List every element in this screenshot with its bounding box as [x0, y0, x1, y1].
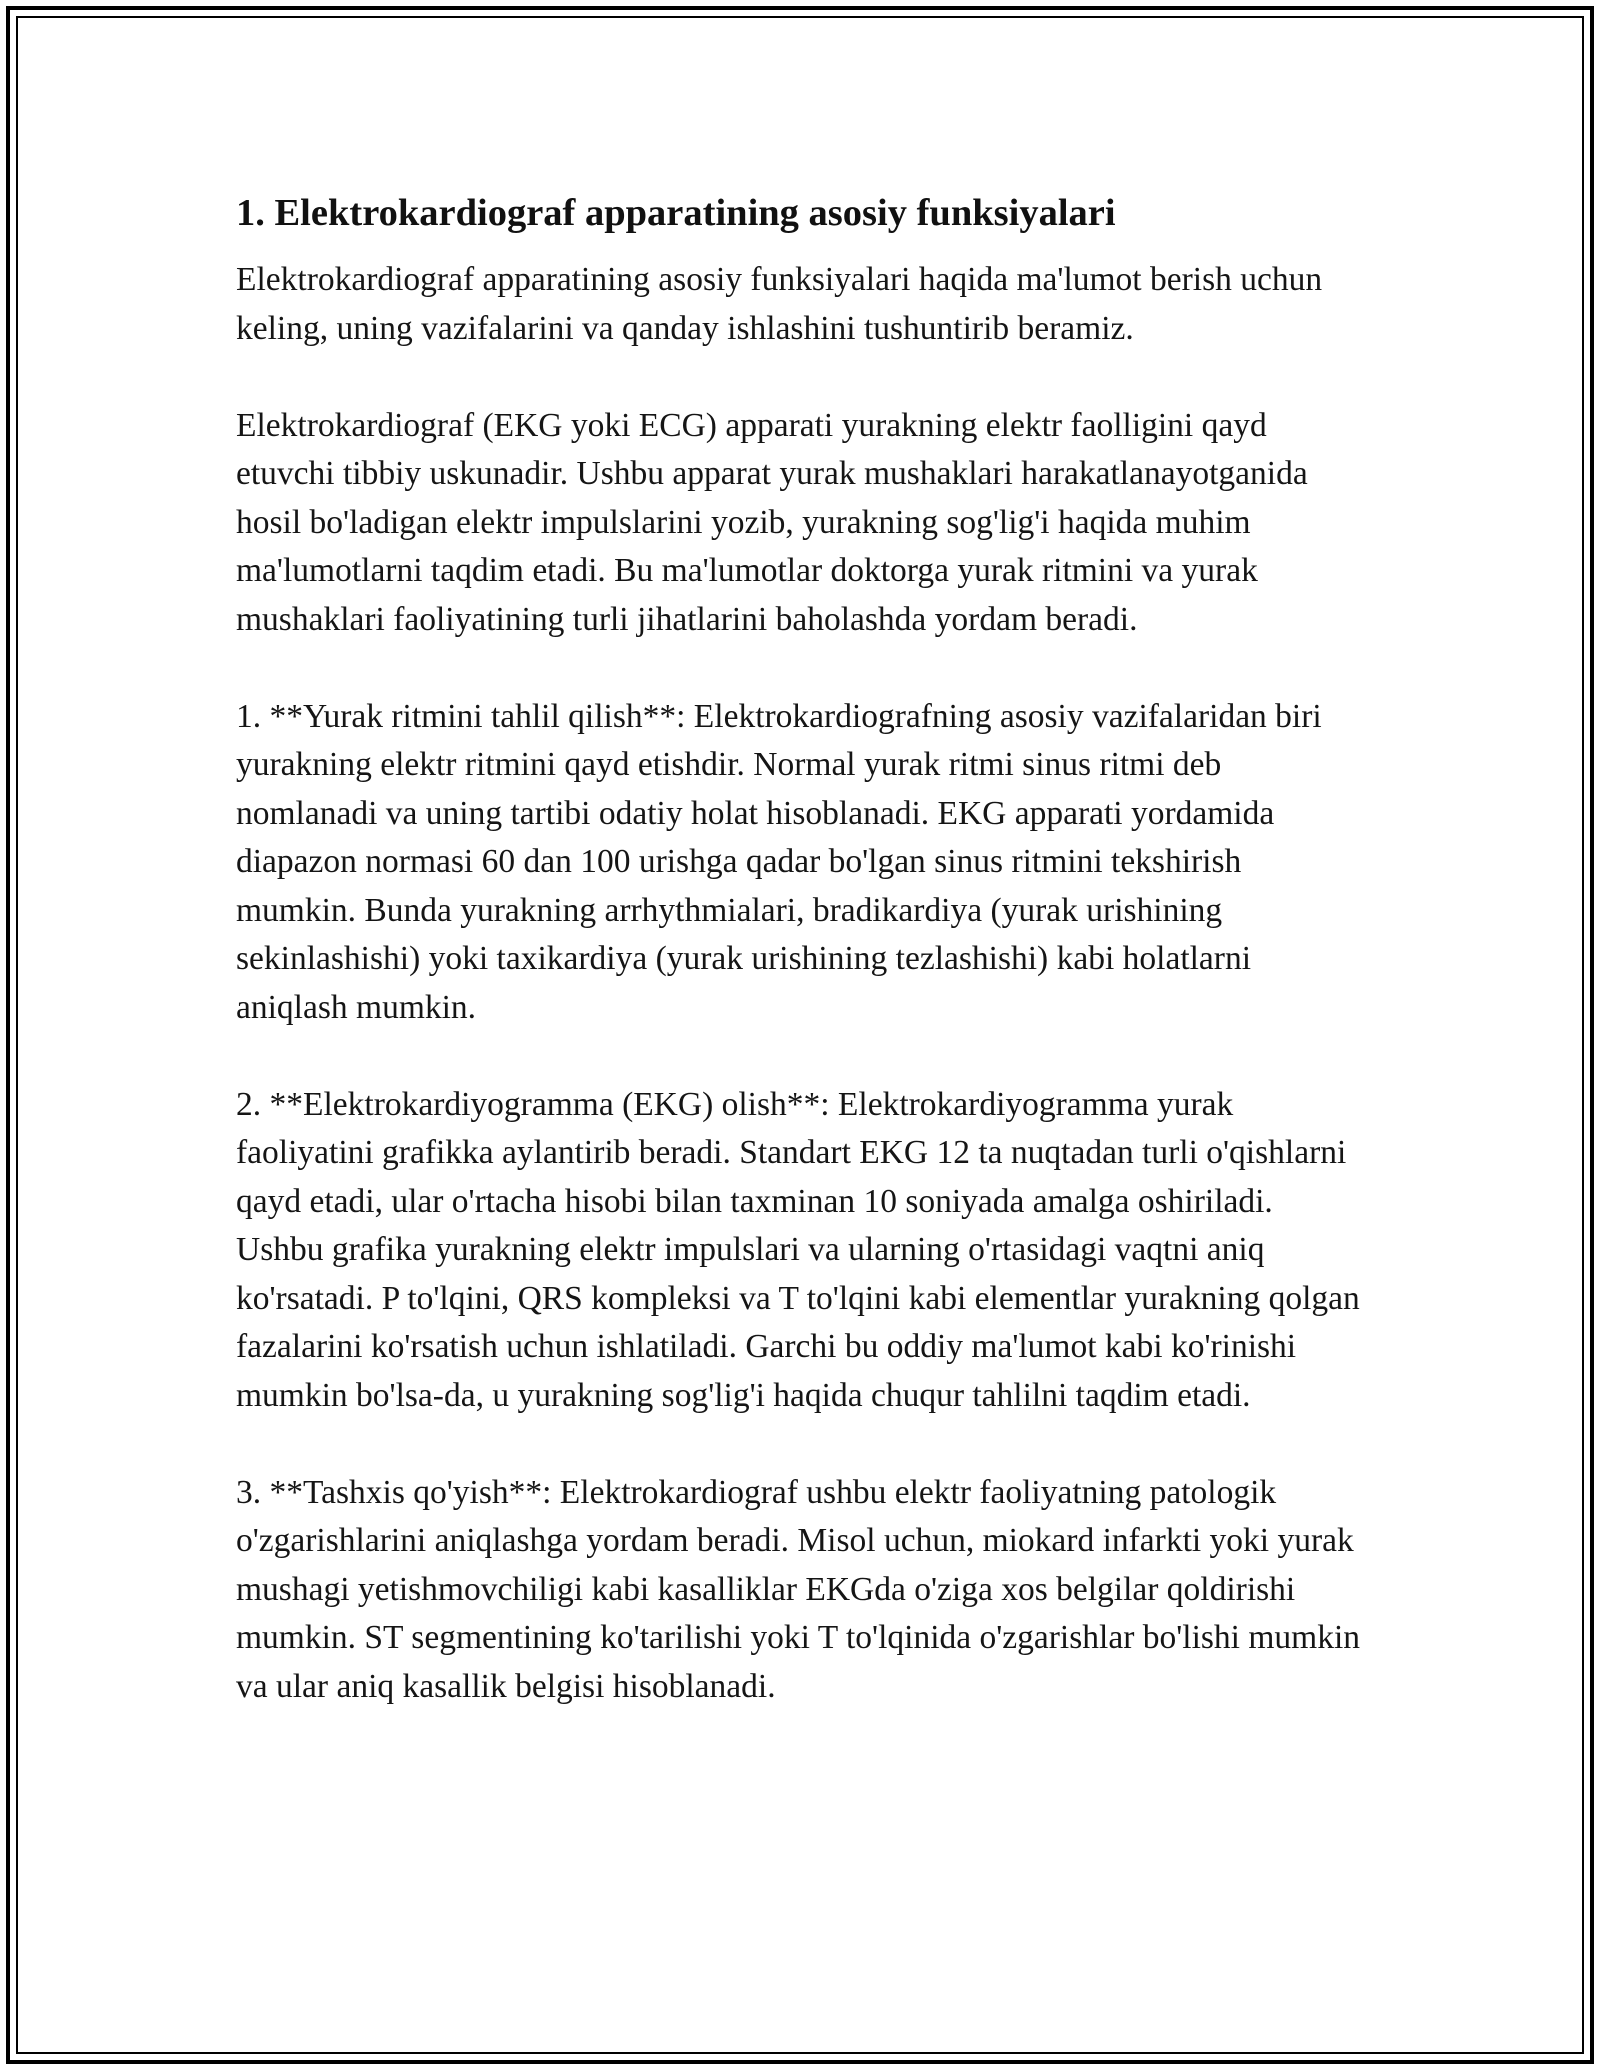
- document-title: 1. Elektrokardiograf apparatining asosiy funksiyalari: [236, 192, 1116, 234]
- paragraph-overview: Elektrokardiograf (EKG yoki ECG) apparati yurakning elektr faolligini qayd etuvchi tibbiy uskunadir. Ushbu apparat yurak mushaklari harakatlanayotganida hosil bo'ladigan elektr impulslarini yozib, yurakning sog'lig'i haqida muhim ma'lumotlarni taqdim etadi. Bu ma'lumotlar doktorga yurak ritmini va yurak mushaklari faoliyatining turli jihatlarini baholashda yordam beradi.: [236, 406, 1308, 638]
- paragraph-intro: Elektrokardiograf apparatining asosiy funksiyalari haqida ma'lumot berish uchun keling, uning vazifalarini va qanday ishlashini tushuntirib beramiz.: [236, 261, 1323, 347]
- paragraph-ecg-recording: 2. **Elektrokardiyogramma (EKG) olish**: Elektrokardiyogramma yurak faoliyatini grafikka aylantirib beradi. Standart EKG 12 ta nuqtadan turli o'qishlarni qayd etadi, ular o'rtacha hisobi bilan taxminan 10 soniyada amalga oshiriladi. Ushbu grafika yurakning elektr impulslari va ularning o'rtasidagi vaqtni aniq ko'rsatadi. P to'lqini, QRS kompleksi va T to'lqini kabi elementlar yurakning qolgan fazalarini ko'rsatish uchun ishlatiladi. Garchi bu oddiy ma'lumot kabi ko'rinishi mumkin bo'lsa-da, u yurakning sog'lig'i haqida chuqur tahlilni taqdim etadi.: [236, 1085, 1360, 1414]
- paragraph-diagnosis: 3. **Tashxis qo'yish**: Elektrokardiograf ushbu elektr faoliyatning patologik o'zgarishlarini aniqlashga yordam beradi. Misol uchun, miokard infarkti yoki yurak mushagi yetishmovchiligi kabi kasalliklar EKGda o'ziga xos belgilar qoldirishi mumkin. ST segmentining ko'tarilishi yoki T to'lqinida o'zgarishlar bo'lishi mumkin va ular aniq kasallik belgisi hisoblanadi.: [236, 1473, 1361, 1705]
- document-body: [236, 186, 1366, 1711]
- paragraph-rhythm-analysis: 1. **Yurak ritmini tahlil qilish**: Elektrokardiografning asosiy vazifalaridan biri yurakning elektr ritmini qayd etishdir. Normal yurak ritmi sinus ritmi deb nomlanadi va uning tartibi odatiy holat hisoblanadi. EKG apparati yordamida diapazon normasi 60 dan 100 urishga qadar bo'lgan sinus ritmini tekshirish mumkin. Bunda yurakning arrhythmialari, bradikardiya (yurak urishining sekinlashishi) yoki taxikardiya (yurak urishining tezlashishi) kabi holatlarni aniqlash mumkin.: [236, 697, 1322, 1026]
